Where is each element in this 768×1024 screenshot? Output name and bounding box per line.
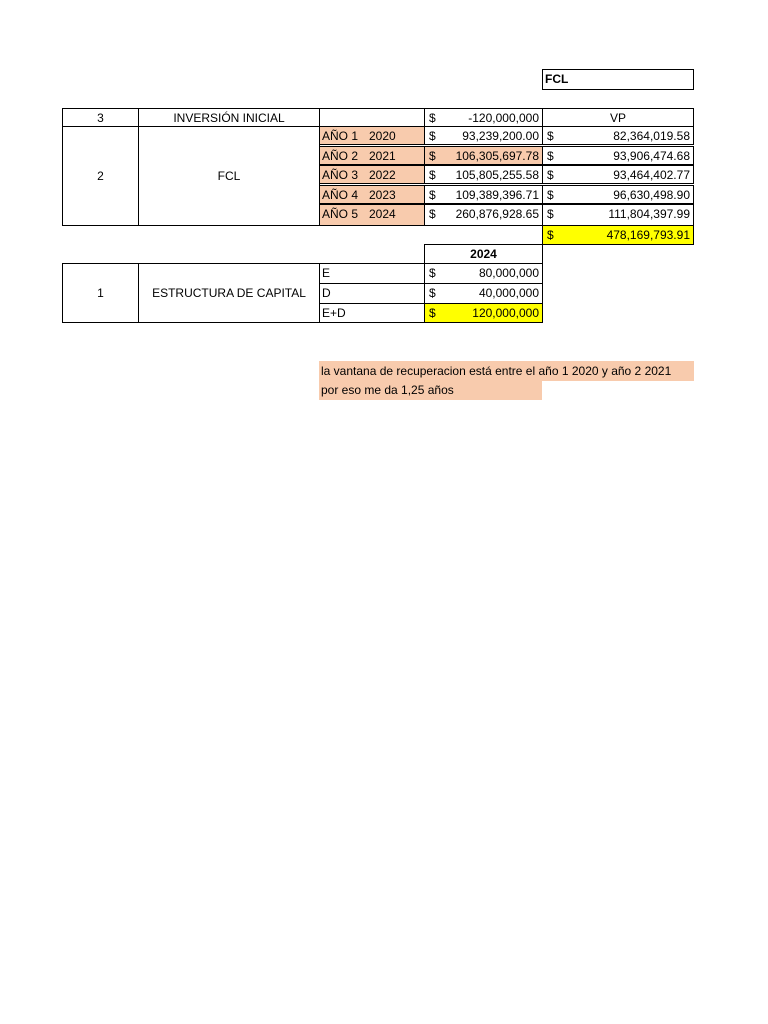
fcl-num-cell[interactable]: 2 bbox=[62, 126, 139, 226]
capital-row-label-cell[interactable]: D bbox=[319, 283, 425, 304]
capital-label-cell[interactable]: ESTRUCTURA DE CAPITAL bbox=[138, 263, 320, 323]
year-value: 2021 bbox=[369, 149, 396, 163]
capital-total-amount: 120,000,000 bbox=[472, 306, 539, 320]
vp-amount-cell[interactable] bbox=[542, 185, 694, 204]
currency-symbol: $ bbox=[429, 168, 436, 182]
capital-amount-cell[interactable] bbox=[424, 263, 543, 284]
currency-symbol: $ bbox=[547, 207, 554, 221]
capital-amount-cell[interactable] bbox=[424, 283, 543, 304]
capital-total-cell[interactable] bbox=[424, 303, 543, 323]
year-label: AÑO 4 bbox=[322, 188, 359, 202]
currency-symbol: $ bbox=[429, 286, 436, 300]
year-label: AÑO 5 bbox=[322, 207, 359, 221]
year-value: 2020 bbox=[369, 129, 396, 143]
currency-symbol: $ bbox=[547, 228, 554, 242]
year-label-cell[interactable] bbox=[319, 204, 425, 226]
note-line-1[interactable]: la vantana de recuperacion está entre el año 1 2020 y año 2 2021 bbox=[319, 361, 694, 381]
vp-amount: 93,464,402.77 bbox=[613, 168, 690, 182]
year-value: 2022 bbox=[369, 168, 396, 182]
year-label: AÑO 3 bbox=[322, 168, 359, 182]
fcl-amount: 260,876,928.65 bbox=[455, 207, 539, 221]
currency-symbol: $ bbox=[429, 129, 436, 143]
vp-header-cell[interactable]: VP bbox=[542, 108, 694, 127]
inversion-label-cell[interactable]: INVERSIÓN INICIAL bbox=[138, 108, 320, 127]
currency-symbol: $ bbox=[429, 207, 436, 221]
currency-symbol: $ bbox=[429, 149, 436, 163]
vp-total-amount: 478,169,793.91 bbox=[606, 228, 690, 242]
currency-symbol: $ bbox=[429, 111, 436, 125]
fcl-header-cell[interactable]: FCL bbox=[542, 69, 694, 90]
vp-amount: 96,630,498.90 bbox=[613, 188, 690, 202]
fcl-label-cell[interactable]: FCL bbox=[138, 126, 320, 226]
vp-amount: 82,364,019.58 bbox=[613, 129, 690, 143]
fcl-amount-cell[interactable] bbox=[424, 165, 543, 184]
year-value: 2024 bbox=[369, 207, 396, 221]
year-label-cell[interactable] bbox=[319, 185, 425, 204]
vp-amount-cell[interactable] bbox=[542, 165, 694, 184]
capital-year-header[interactable]: 2024 bbox=[424, 244, 543, 264]
capital-row-label-cell[interactable]: E+D bbox=[319, 303, 425, 323]
currency-symbol: $ bbox=[429, 306, 436, 320]
year-label: AÑO 2 bbox=[322, 149, 359, 163]
year-value: 2023 bbox=[369, 188, 396, 202]
fcl-amount-cell[interactable] bbox=[424, 146, 543, 165]
vp-amount-cell[interactable] bbox=[542, 126, 694, 145]
fcl-amount-cell[interactable] bbox=[424, 185, 543, 204]
year-label-cell[interactable] bbox=[319, 165, 425, 184]
vp-amount: 111,804,397.99 bbox=[608, 207, 690, 221]
vp-total-cell[interactable] bbox=[542, 225, 694, 245]
inversion-amount-cell[interactable] bbox=[424, 108, 543, 127]
fcl-amount: 105,805,255.58 bbox=[455, 168, 539, 182]
fcl-amount-cell[interactable] bbox=[424, 204, 543, 226]
vp-amount: 93,906,474.68 bbox=[613, 149, 690, 163]
inversion-amount: -120,000,000 bbox=[468, 111, 539, 125]
currency-symbol: $ bbox=[429, 266, 436, 280]
fcl-amount-cell[interactable] bbox=[424, 126, 543, 145]
capital-amount: 80,000,000 bbox=[478, 266, 539, 280]
capital-row-label-cell[interactable]: E bbox=[319, 263, 425, 284]
year-label: AÑO 1 bbox=[322, 129, 359, 143]
fcl-amount: 93,239,200.00 bbox=[462, 129, 539, 143]
currency-symbol: $ bbox=[547, 149, 554, 163]
vp-amount-cell[interactable] bbox=[542, 146, 694, 165]
inversion-num-cell[interactable]: 3 bbox=[62, 108, 139, 127]
year-label-cell[interactable] bbox=[319, 126, 425, 145]
capital-amount: 40,000,000 bbox=[478, 286, 539, 300]
currency-symbol: $ bbox=[547, 168, 554, 182]
capital-num-cell[interactable]: 1 bbox=[62, 263, 139, 323]
fcl-amount: 109,389,396.71 bbox=[455, 188, 539, 202]
inversion-empty-cell[interactable] bbox=[319, 108, 425, 127]
fcl-amount: 106,305,697.78 bbox=[455, 149, 539, 163]
currency-symbol: $ bbox=[429, 188, 436, 202]
note-line-2[interactable]: por eso me da 1,25 años bbox=[319, 381, 542, 400]
year-label-cell[interactable] bbox=[319, 146, 425, 165]
vp-amount-cell[interactable] bbox=[542, 204, 694, 226]
currency-symbol: $ bbox=[547, 129, 554, 143]
currency-symbol: $ bbox=[547, 188, 554, 202]
